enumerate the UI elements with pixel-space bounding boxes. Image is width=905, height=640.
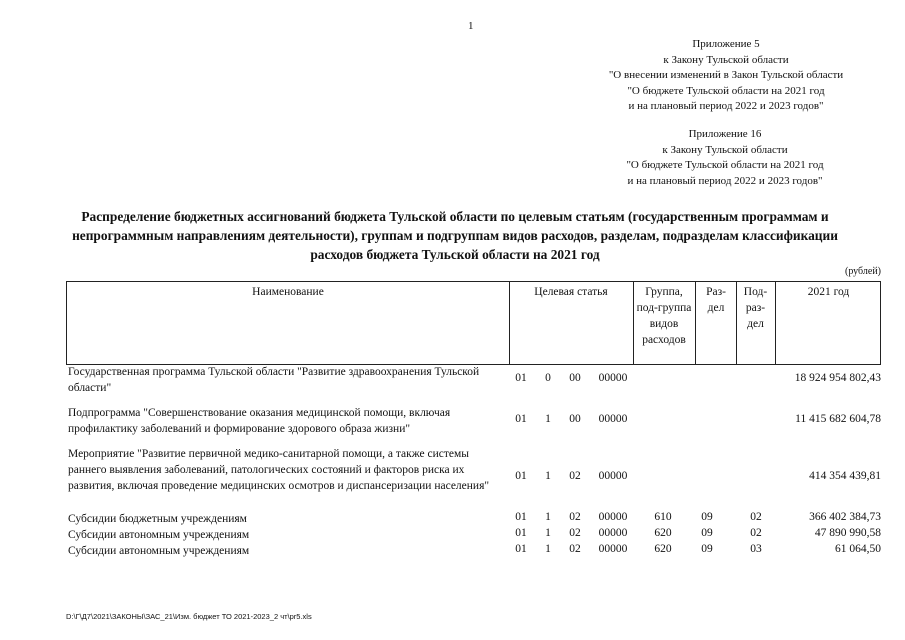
target-c4: 00000: [598, 543, 628, 555]
amount: 47 890 990,58: [814, 527, 881, 539]
annex-line: и на плановый период 2022 и 2023 годов": [627, 174, 823, 187]
annex-line: "О бюджете Тульской области на 2021 год: [626, 159, 824, 171]
target-c4: 00000: [598, 372, 628, 384]
group-code: 620: [654, 527, 672, 539]
target-c1: 01: [515, 543, 527, 555]
target-c2: 0: [545, 372, 551, 384]
file-path-footer: D:\Г\Д7\2021\ЗАКОНЫ\ЗАС_21\Изм. бюджет ТО 2021-2023_2 чт\pr5.xls: [66, 612, 312, 621]
row-name: Мероприятие "Развитие первичной медико-санитарной помощи, а также системы раннего выявления заболеваний, патологических состояний и факторов риска их развития, включая проведение медицинских осмотров и диспансеризации населения": [68, 448, 490, 492]
document-title: Распределение бюджетных ассигнований бюджета Тульской области по целевым статьям (государственным программам и непрограммным направлениям деятельности), группам и подгруппам видов расходов, разделам, подразделам классификации расходов бюджета Тульской области на 2021 год: [72, 209, 838, 262]
target-c2: 1: [545, 470, 551, 482]
target-c2: 1: [545, 543, 551, 555]
header-subsection: Под-раз-дел: [743, 286, 768, 330]
subsection-code: 02: [750, 527, 762, 539]
annex-line: Приложение 5: [692, 38, 760, 50]
table-header: [66, 281, 881, 365]
target-c2: 1: [545, 511, 551, 523]
target-c4: 00000: [598, 527, 628, 539]
target-c1: 01: [515, 527, 527, 539]
annex-line: и на плановый период 2022 и 2023 годов": [628, 100, 824, 112]
target-c3: 00: [569, 372, 581, 384]
header-name: Наименование: [252, 286, 324, 298]
group-code: 610: [654, 511, 672, 523]
header-target: Целевая статья: [534, 286, 608, 298]
amount: 61 064,50: [835, 543, 881, 555]
row-name: Субсидии автономным учреждениям: [68, 545, 250, 557]
annex-5-header: [591, 37, 861, 115]
row-name: Субсидии автономным учреждениям: [68, 529, 250, 541]
annex-line: "О внесении изменений в Закон Тульской области: [608, 69, 844, 81]
target-c3: 02: [569, 527, 581, 539]
subsection-code: 03: [750, 543, 762, 555]
section-code: 09: [701, 527, 713, 539]
amount: 18 924 954 802,43: [794, 372, 881, 384]
target-c2: 1: [545, 413, 551, 425]
target-c4: 00000: [598, 470, 628, 482]
target-c1: 01: [515, 511, 527, 523]
target-c4: 00000: [598, 511, 628, 523]
units-label: (рублей): [844, 266, 881, 277]
header-group: Группа, под-группа видов расходов: [636, 286, 692, 346]
row-name: Подпрограмма "Совершенствование оказания медицинской помощи, включая профилактику заболеваний и формирование здорового образа жизни": [68, 407, 451, 435]
amount: 414 354 439,81: [809, 470, 881, 482]
header-year: 2021 год: [807, 286, 850, 298]
target-c1: 01: [515, 372, 527, 384]
annex-line: к Закону Тульской области: [663, 53, 789, 66]
annex-line: "О бюджете Тульской области на 2021 год: [627, 84, 825, 97]
target-c1: 01: [515, 470, 527, 482]
row-name: Субсидии бюджетным учреждениям: [68, 513, 247, 525]
annex-line: к Закону Тульской области: [662, 143, 788, 156]
target-c3: 02: [569, 543, 581, 555]
header-section: Раз-дел: [706, 286, 726, 314]
row-name: Государственная программа Тульской области "Развитие здравоохранения Тульской области": [68, 366, 480, 394]
group-code: 620: [654, 543, 672, 555]
section-code: 09: [701, 511, 713, 523]
amount: 366 402 384,73: [809, 511, 881, 523]
target-c2: 1: [545, 527, 551, 539]
annex-line: Приложение 16: [688, 128, 762, 140]
section-code: 09: [701, 543, 713, 555]
target-c1: 01: [515, 413, 527, 425]
target-c4: 00000: [598, 413, 628, 425]
page-number: 1: [468, 20, 474, 32]
target-c3: 02: [569, 511, 581, 523]
amount: 11 415 682 604,78: [795, 413, 881, 425]
target-c3: 02: [569, 470, 581, 482]
subsection-code: 02: [750, 511, 762, 523]
annex-16-header: [605, 127, 845, 189]
target-c3: 00: [569, 413, 581, 425]
